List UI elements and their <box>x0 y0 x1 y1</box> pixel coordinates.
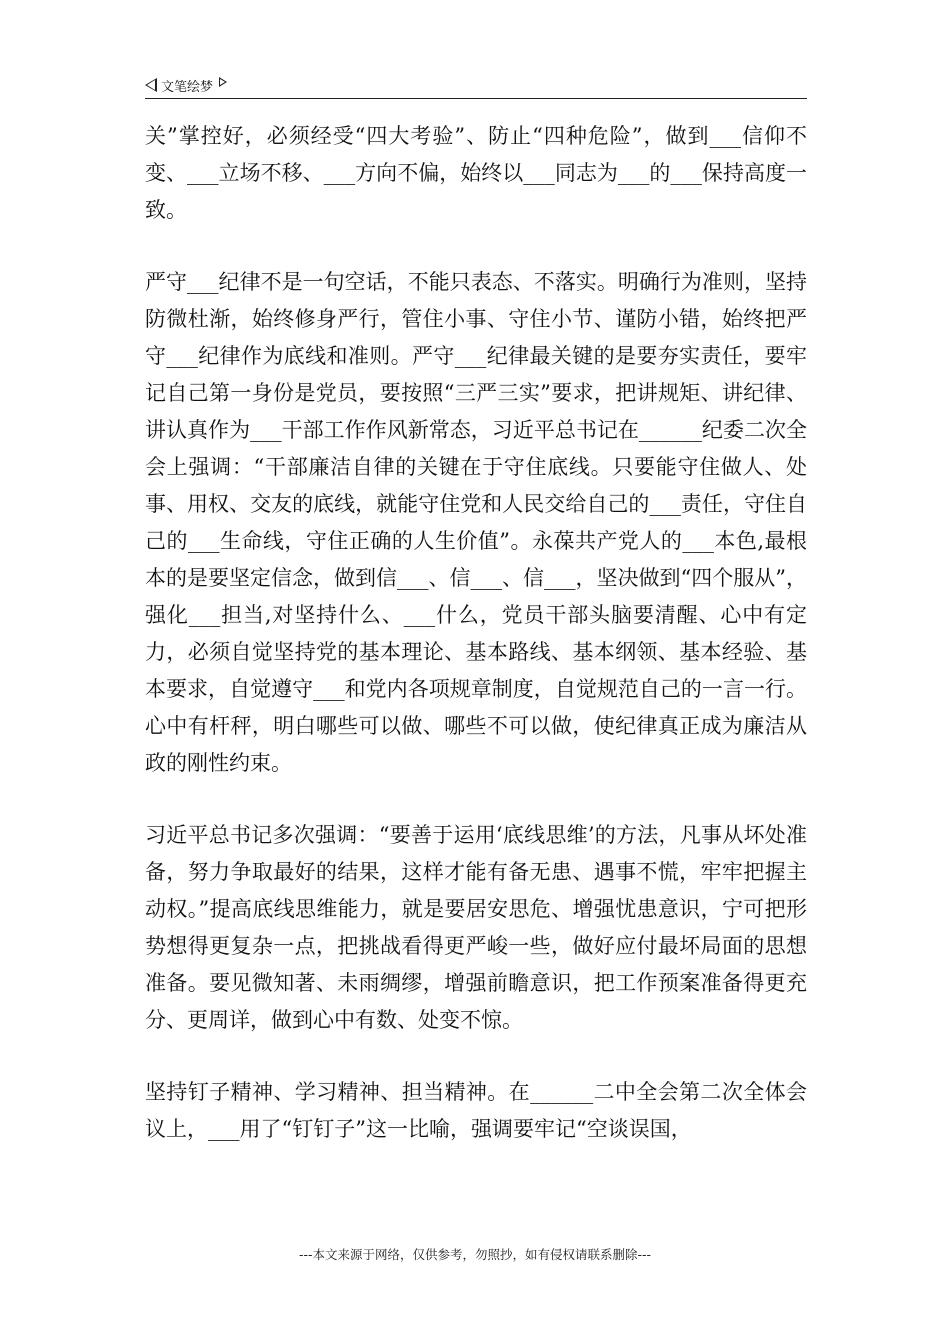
right-triangle-icon <box>219 77 227 87</box>
paragraph-1: 关”掌控好，必须经受“四大考验”、防止“四种危险”，做到___信仰不变、___立场不移、___方向不偏，始终以___同志为___的___保持高度一致。 <box>145 124 807 222</box>
left-triangle-icon <box>145 78 157 92</box>
footer-notice: ---本文来源于网络，仅供参考，勿照抄，如有侵权请联系删除--- <box>298 1247 652 1262</box>
page-header <box>145 72 807 99</box>
document-body <box>145 118 807 1183</box>
paragraph-3: 习近平总书记多次强调：“要善于运用‘底线思维’的方法，凡事从坏处准备，努力争取最好的结果，这样才能有备无患、遇事不慌，牢牢把握主动权。”提高底线思维能力，就是要居安思危、增强忧患意识，宁可把形势想得更复杂一点，把挑战看得更严峻一些，做好应付最坏局面的思想准备。要见微知著、未雨绸缪，增强前瞻意识，把工作预案准备得更充分、更周详，做到心中有数、处变不惊。 <box>145 823 807 1032</box>
header-title: 文笔绘梦 <box>161 79 214 95</box>
paragraph-2: 严守___纪律不是一句空话，不能只表态、不落实。明确行为准则，坚持防微杜渐，始终修身严行，管住小事、守住小节、谨防小错，始终把严守___纪律作为底线和准则。严守___纪律最关键的是要夯实责任，要牢记自己第一身份是党员，要按照“三严三实”要求，把讲规矩、讲纪律、讲认真作为___干部工作作风新常态，习近平总书记在______纪委二次全会上强调：“干部廉洁自律的关键在于守住底线。只要能守住做人、处事、用权、交友的底线，就能守住党和人民交给自己的___责任，守住自己的___生命线，守住正确的人生价值”。永葆共产党人的___本色,最根本的是要坚定信念，做到信___、信___、信___，坚决做到“四个服从”，强化___担当,对坚持什么、___什么，党员干部头脑要清醒、心中有定力，必须自觉坚持党的基本理论、基本路线、基本纲领、基本经验、基本要求，自觉遵守___和党内各项规章制度，自觉规范自己的一言一行。心中有杆秤，明白哪些可以做、哪些不可以做，使纪律真正成为廉洁从政的刚性约束。 <box>145 270 807 775</box>
paragraph-4: 坚持钉子精神、学习精神、担当精神。在______二中全会第二次全体会议上，___用了“钉钉子”这一比喻，强调要牢记“空谈误国， <box>145 1080 807 1141</box>
